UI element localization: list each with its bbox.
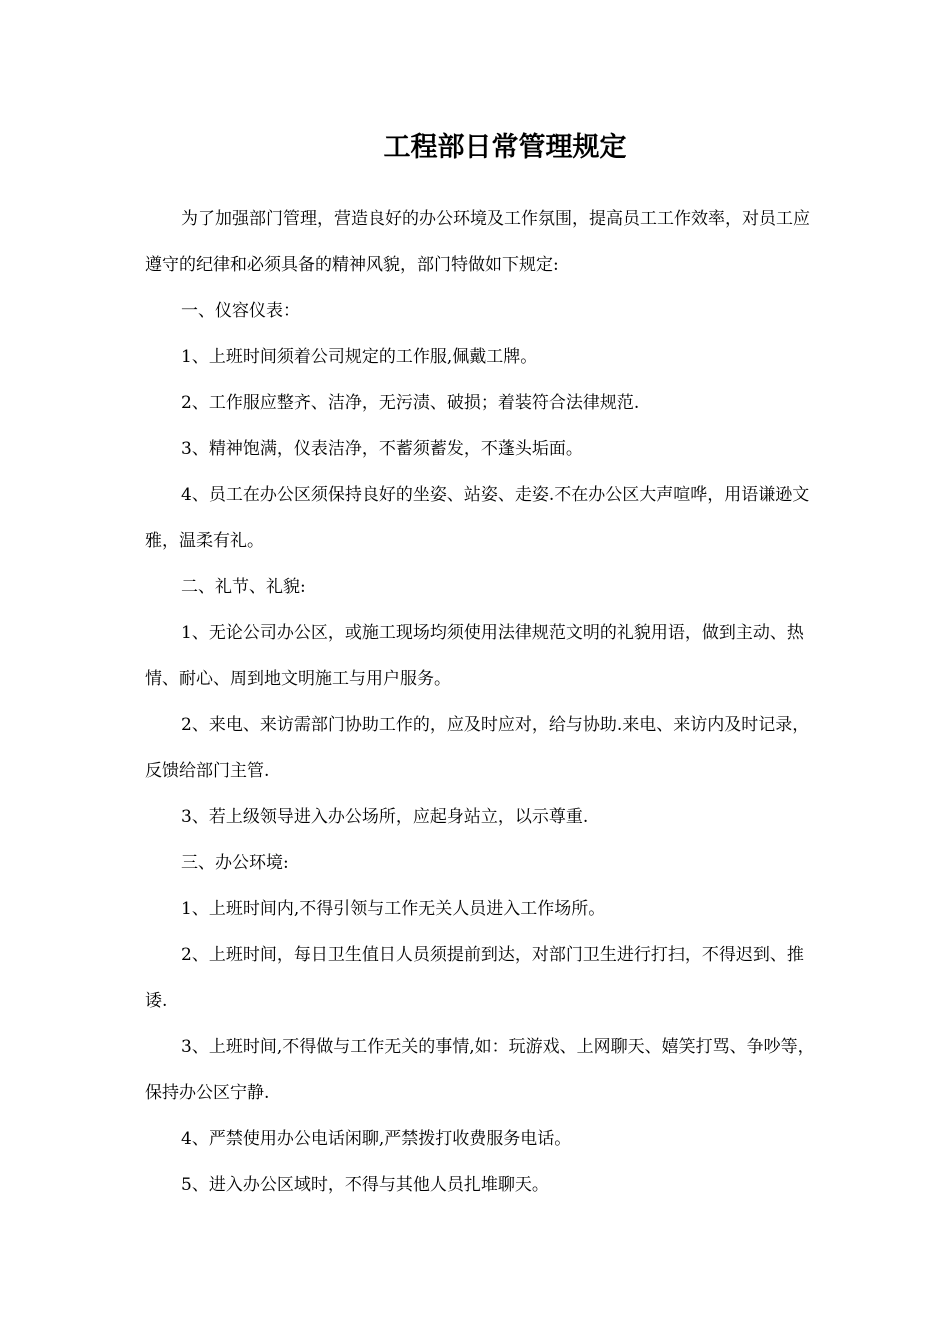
rule-item: 3、上班时间,不得做与工作无关的事情,如：玩游戏、上网聊天、嬉笑打骂、争吵等，保持办公区宁静. — [145, 1037, 815, 1103]
rule-item: 3、若上级领导进入办公场所，应起身站立，以示尊重. — [181, 807, 589, 827]
intro-paragraph: 为了加强部门管理，营造良好的办公环境及工作氛围，提高员工工作效率，对员工应遵守的纪律和必须具备的精神风貌，部门特做如下规定: — [145, 209, 810, 275]
rule-item: 2、工作服应整齐、洁净，无污渍、破损；着装符合法律规范. — [181, 393, 640, 413]
rule-item: 3、精神饱满，仪表洁净，不蓄须蓄发，不蓬头垢面。 — [181, 439, 583, 459]
rule-item: 4、严禁使用办公电话闲聊,严禁拨打收费服务电话。 — [181, 1129, 572, 1149]
rule-item: 1、无论公司办公区，或施工现场均须使用法律规范文明的礼貌用语，做到主动、热情、耐心、周到地文明施工与用户服务。 — [145, 623, 804, 689]
section-heading-appearance: 一、仪容仪表： — [181, 301, 300, 321]
rule-item: 1、上班时间须着公司规定的工作服,佩戴工牌。 — [181, 347, 538, 367]
rule-item: 4、员工在办公区须保持良好的坐姿、站姿、走姿.不在办公区大声喧哗，用语谦逊文雅，温柔有礼。 — [145, 485, 810, 551]
rule-item: 1、上班时间内,不得引领与工作无关人员进入工作场所。 — [181, 899, 606, 919]
rule-item: 2、上班时间，每日卫生值日人员须提前到达，对部门卫生进行打扫，不得迟到、推诿. — [145, 945, 804, 1011]
rule-item: 2、来电、来访需部门协助工作的，应及时应对，给与协助.来电、来访内及时记录，反馈给部门主管. — [145, 715, 810, 781]
document-title: 工程部日常管理规定 — [383, 132, 627, 163]
document-body — [145, 196, 825, 1208]
rule-item: 5、进入办公区域时，不得与其他人员扎堆聊天。 — [181, 1175, 549, 1195]
section-heading-etiquette: 二、礼节、礼貌: — [181, 577, 306, 597]
section-heading-office-environment: 三、办公环境: — [181, 853, 289, 873]
